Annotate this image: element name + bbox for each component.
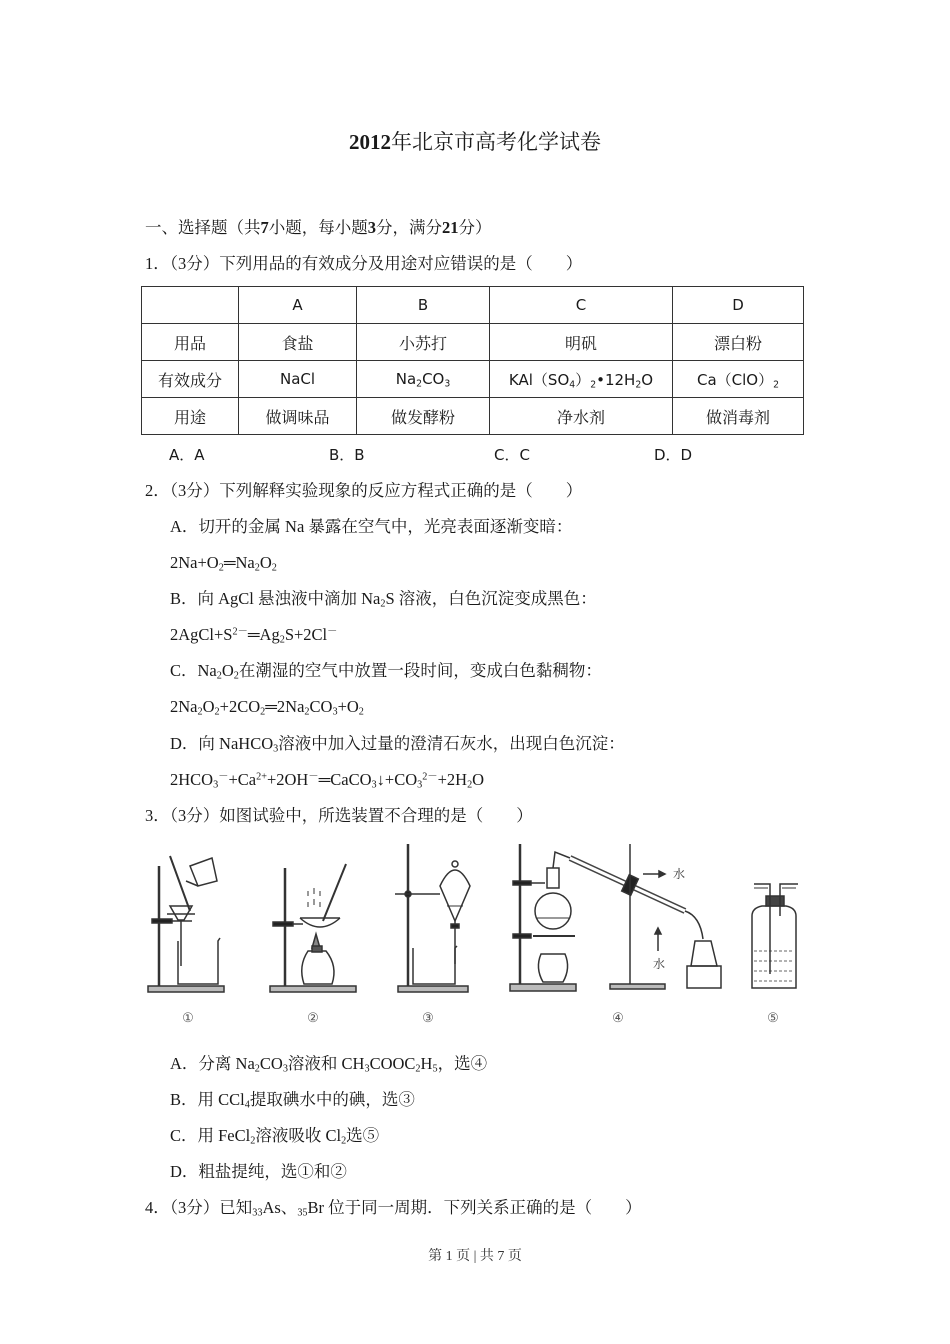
table-cell: 食盐 [239, 324, 357, 361]
subscript: 2 [635, 378, 642, 390]
q1-option-b[interactable]: B．B [329, 446, 365, 464]
table-cell [673, 361, 804, 398]
section-header [145, 217, 492, 239]
apparatus-figure [140, 836, 820, 1031]
question-3-stem: 3．（3分）如图试验中，所选装置不合理的是（ ） [145, 806, 533, 825]
q3-option-a[interactable]: A．分离 $Na_2CO_3$溶液和 $CH_3COOC_2H_5$，选④ [170, 1054, 488, 1075]
formula-part: O [641, 370, 654, 389]
question-2-stem: 2．（3分）下列解释实验现象的反应方程式正确的是（ ） [145, 481, 583, 500]
option-text: CO [259, 1054, 283, 1073]
q1-option-a[interactable]: A．A [169, 446, 205, 464]
option-text: 选⑤ [346, 1126, 380, 1145]
gas-washing-bottle-icon [752, 884, 798, 988]
filtration-apparatus-icon [148, 856, 224, 992]
stem-text: 4．（3分）已知 [145, 1198, 253, 1217]
q3-option-c[interactable]: C．用 FeCl$_2$溶液吸收 $Cl_2$选⑤ [170, 1126, 380, 1147]
section-suffix: 分） [458, 218, 492, 237]
q2-option-b[interactable]: B．向 AgCl 悬浊液中滴加 $Na_2S$ 溶液，白色沉淀变成黑色： [170, 589, 597, 610]
figure-label-4: ④ [612, 1010, 624, 1025]
svg-text:水: 水 [653, 957, 666, 971]
table-cell [357, 361, 490, 398]
q2-equation-d: $2HCO_3^-+Ca^{2+}+2OH^-═CaCO_3↓+CO_3^{2-}+2H_2O$ [170, 770, 485, 791]
option-text: A．分离 Na [170, 1054, 255, 1073]
table-cell: 有效成分 [142, 361, 239, 398]
option-text: ，选④ [437, 1054, 488, 1073]
formula-part: ） [575, 370, 591, 389]
table-cell [490, 361, 673, 398]
option-text: H [420, 1054, 433, 1073]
svg-text:水: 水 [673, 867, 686, 881]
table-header-row [142, 287, 804, 324]
q2-option-a[interactable]: A．切开的金属 Na 暴露在空气中，光亮表面逐渐变暗： [170, 517, 573, 536]
table-cell: 漂白粉 [673, 324, 804, 361]
q2-equation-a: $2Na+O_2═Na_2O_2$ [170, 553, 277, 574]
figure-label-1: ① [182, 1010, 194, 1025]
subscript: 2 [773, 378, 780, 390]
table-cell: 做调味品 [239, 398, 357, 435]
stem-text: Br 位于同一周期．下列关系正确的是（ ） [307, 1198, 642, 1217]
q2-equation-c: $2Na_2O_2+2CO_2═2Na_2CO_3+O_2$ [170, 697, 364, 718]
q3-option-d[interactable]: D．粗盐提纯，选①和② [170, 1162, 347, 1181]
option-text: O [221, 661, 234, 680]
table-cell: B [357, 287, 490, 324]
question-1-table [141, 286, 804, 435]
q2-equation-b: $2AgCl+S^{2-}═Ag_2S+2Cl^-$ [170, 625, 338, 646]
total-points: 21 [442, 218, 459, 237]
q2-option-d[interactable]: D．向 NaHCO$_3$溶液中加入过量的澄清石灰水，出现白色沉淀： [170, 734, 625, 755]
page-footer: 第 1 页 | 共 7 页 [428, 1249, 522, 1264]
formula-part: Na [395, 370, 417, 388]
table-cell [142, 287, 239, 324]
table-row [142, 398, 804, 435]
separatory-funnel-apparatus-icon [395, 844, 470, 992]
question-4-stem [145, 1197, 642, 1219]
option-text: B．向 AgCl 悬浊液中滴加 Na [170, 589, 381, 608]
subscript: 4 [569, 378, 576, 390]
q1-option-d[interactable]: D．D [654, 446, 693, 464]
table-cell: 做消毒剂 [673, 398, 804, 435]
subscript: 2 [416, 378, 423, 390]
page-title [0, 126, 950, 156]
table-cell: A [239, 287, 357, 324]
table-cell: D [673, 287, 804, 324]
table-row [142, 361, 804, 398]
table-cell: NaCl [239, 361, 357, 398]
table-cell: 做发酵粉 [357, 398, 490, 435]
question-1-stem: 1．（3分）下列用品的有效成分及用途对应错误的是（ ） [145, 254, 583, 273]
title-year: 2012 [349, 130, 391, 154]
option-text: B．用 CCl [170, 1090, 245, 1109]
option-text: 溶液和 CH [287, 1054, 365, 1073]
distillation-apparatus-icon [510, 844, 721, 991]
stem-text: As、 [262, 1198, 298, 1217]
table-cell: C [490, 287, 673, 324]
figure-label-2: ② [307, 1010, 319, 1025]
q2-option-c[interactable]: C．$Na_2O_2$在潮湿的空气中放置一段时间，变成白色黏稠物： [170, 661, 602, 682]
table-cell: 用途 [142, 398, 239, 435]
question-count: 7 [260, 218, 269, 237]
subscript: 3 [444, 378, 451, 390]
section-mid1: 小题，每小题 [268, 218, 368, 237]
section-prefix: 一、选择题（共 [145, 218, 261, 237]
table-cell: 净水剂 [490, 398, 673, 435]
formula-part: KAl（SO [508, 370, 570, 389]
option-text: 在潮湿的空气中放置一段时间，变成白色黏稠物： [238, 661, 602, 680]
figure-label-3: ③ [422, 1010, 434, 1025]
option-text: S 溶液，白色沉淀变成黑色： [385, 589, 597, 608]
formula-part: •12H [596, 370, 636, 389]
formula-part: Ca（ClO） [696, 370, 774, 389]
title-text: 年北京市高考化学试卷 [391, 130, 601, 154]
option-text: 溶液吸收 Cl [255, 1126, 342, 1145]
points-each: 3 [367, 218, 376, 237]
evaporation-apparatus-icon [270, 864, 356, 992]
option-text: COOC [369, 1054, 416, 1073]
option-text: C．Na [170, 661, 217, 680]
table-cell: 用品 [142, 324, 239, 361]
atomic-number: 33 [252, 1207, 263, 1219]
option-text: 溶液中加入过量的澄清石灰水，出现白色沉淀： [278, 734, 625, 753]
q3-option-b[interactable]: B．用 CCl$_4$提取碘水中的碘，选③ [170, 1090, 415, 1111]
subscript: 2 [590, 378, 597, 390]
figure-label-5: ⑤ [767, 1010, 779, 1025]
q1-option-c[interactable]: C．C [494, 446, 530, 464]
option-text: D．向 NaHCO [170, 734, 274, 753]
formula-part: CO [422, 370, 445, 388]
table-cell: 小苏打 [357, 324, 490, 361]
table-row [142, 324, 804, 361]
option-text: 提取碘水中的碘，选③ [249, 1090, 415, 1109]
option-text: C．用 FeCl [170, 1126, 251, 1145]
table-cell: 明矾 [490, 324, 673, 361]
section-mid2: 分，满分 [376, 218, 442, 237]
atomic-number: 35 [297, 1207, 308, 1219]
